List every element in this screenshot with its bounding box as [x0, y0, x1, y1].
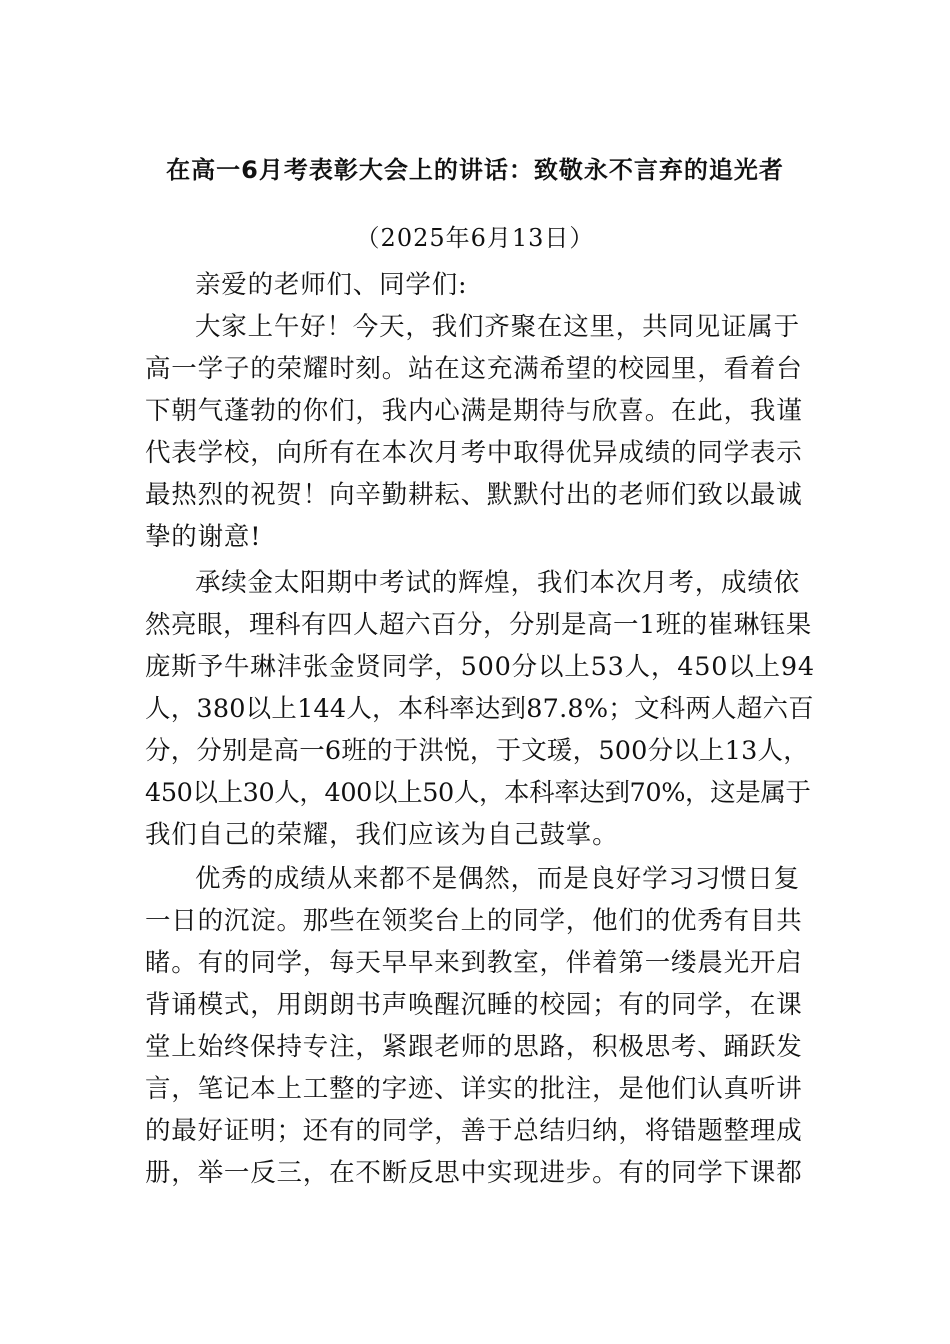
paragraph-line: 高一学子的荣耀时刻。站在这充满希望的校园里，看着台	[145, 354, 803, 384]
paragraph-line: 的最好证明；还有的同学，善于总结归纳，将错题整理成	[145, 1116, 803, 1146]
paragraph-line: 最热烈的祝贺！向辛勤耕耘、默默付出的老师们致以最诚	[145, 480, 803, 510]
paragraph-line: 册，举一反三，在不断反思中实现进步。有的同学下课都	[145, 1158, 803, 1188]
paragraph-line: 我们自己的荣耀，我们应该为自己鼓掌。	[145, 820, 619, 850]
paragraph-line: 450以上30人，400以上50人，本科率达到70%，这是属于	[145, 778, 811, 808]
speech-date: （2025年6月13日）	[355, 224, 595, 252]
paragraph-line: 人，380以上144人，本科率达到87.8%；文科两人超六百	[145, 694, 814, 724]
paragraph-line: 背诵模式，用朗朗书声唤醒沉睡的校园；有的同学，在课	[145, 990, 803, 1020]
paragraph-line: 庞斯予牛琳沣张金贤同学，500分以上53人，450以上94	[145, 652, 815, 682]
paragraph-line: 然亮眼，理科有四人超六百分，分别是高一1班的崔琳钰果	[145, 610, 812, 640]
paragraph-line: 堂上始终保持专注，紧跟老师的思路，积极思考、踊跃发	[145, 1032, 803, 1062]
paragraph-line: 大家上午好！今天，我们齐聚在这里，共同见证属于	[195, 312, 800, 342]
document-title: 在高一6月考表彰大会上的讲话：致敬永不言弃的追光者	[166, 156, 784, 184]
salutation-line: 亲爱的老师们、同学们:	[195, 270, 468, 300]
paragraph-line: 言，笔记本上工整的字迹、详实的批注，是他们认真听讲	[145, 1074, 803, 1104]
paragraph-line: 睹。有的同学，每天早早来到教室，伴着第一缕晨光开启	[145, 948, 803, 978]
paragraph-line: 分，分别是高一6班的于洪悦，于文瑗，500分以上13人，	[145, 736, 809, 766]
paragraph-line: 挚的谢意!	[145, 522, 262, 552]
paragraph-line: 代表学校，向所有在本次月考中取得优异成绩的同学表示	[145, 438, 803, 468]
paragraph-line: 承续金太阳期中考试的辉煌，我们本次月考，成绩依	[195, 568, 800, 598]
paragraph-line: 优秀的成绩从来都不是偶然，而是良好学习习惯日复	[195, 864, 800, 894]
paragraph-line: 一日的沉淀。那些在领奖台上的同学，他们的优秀有目共	[145, 906, 803, 936]
paragraph-line: 下朝气蓬勃的你们，我内心满是期待与欣喜。在此，我谨	[145, 396, 803, 426]
